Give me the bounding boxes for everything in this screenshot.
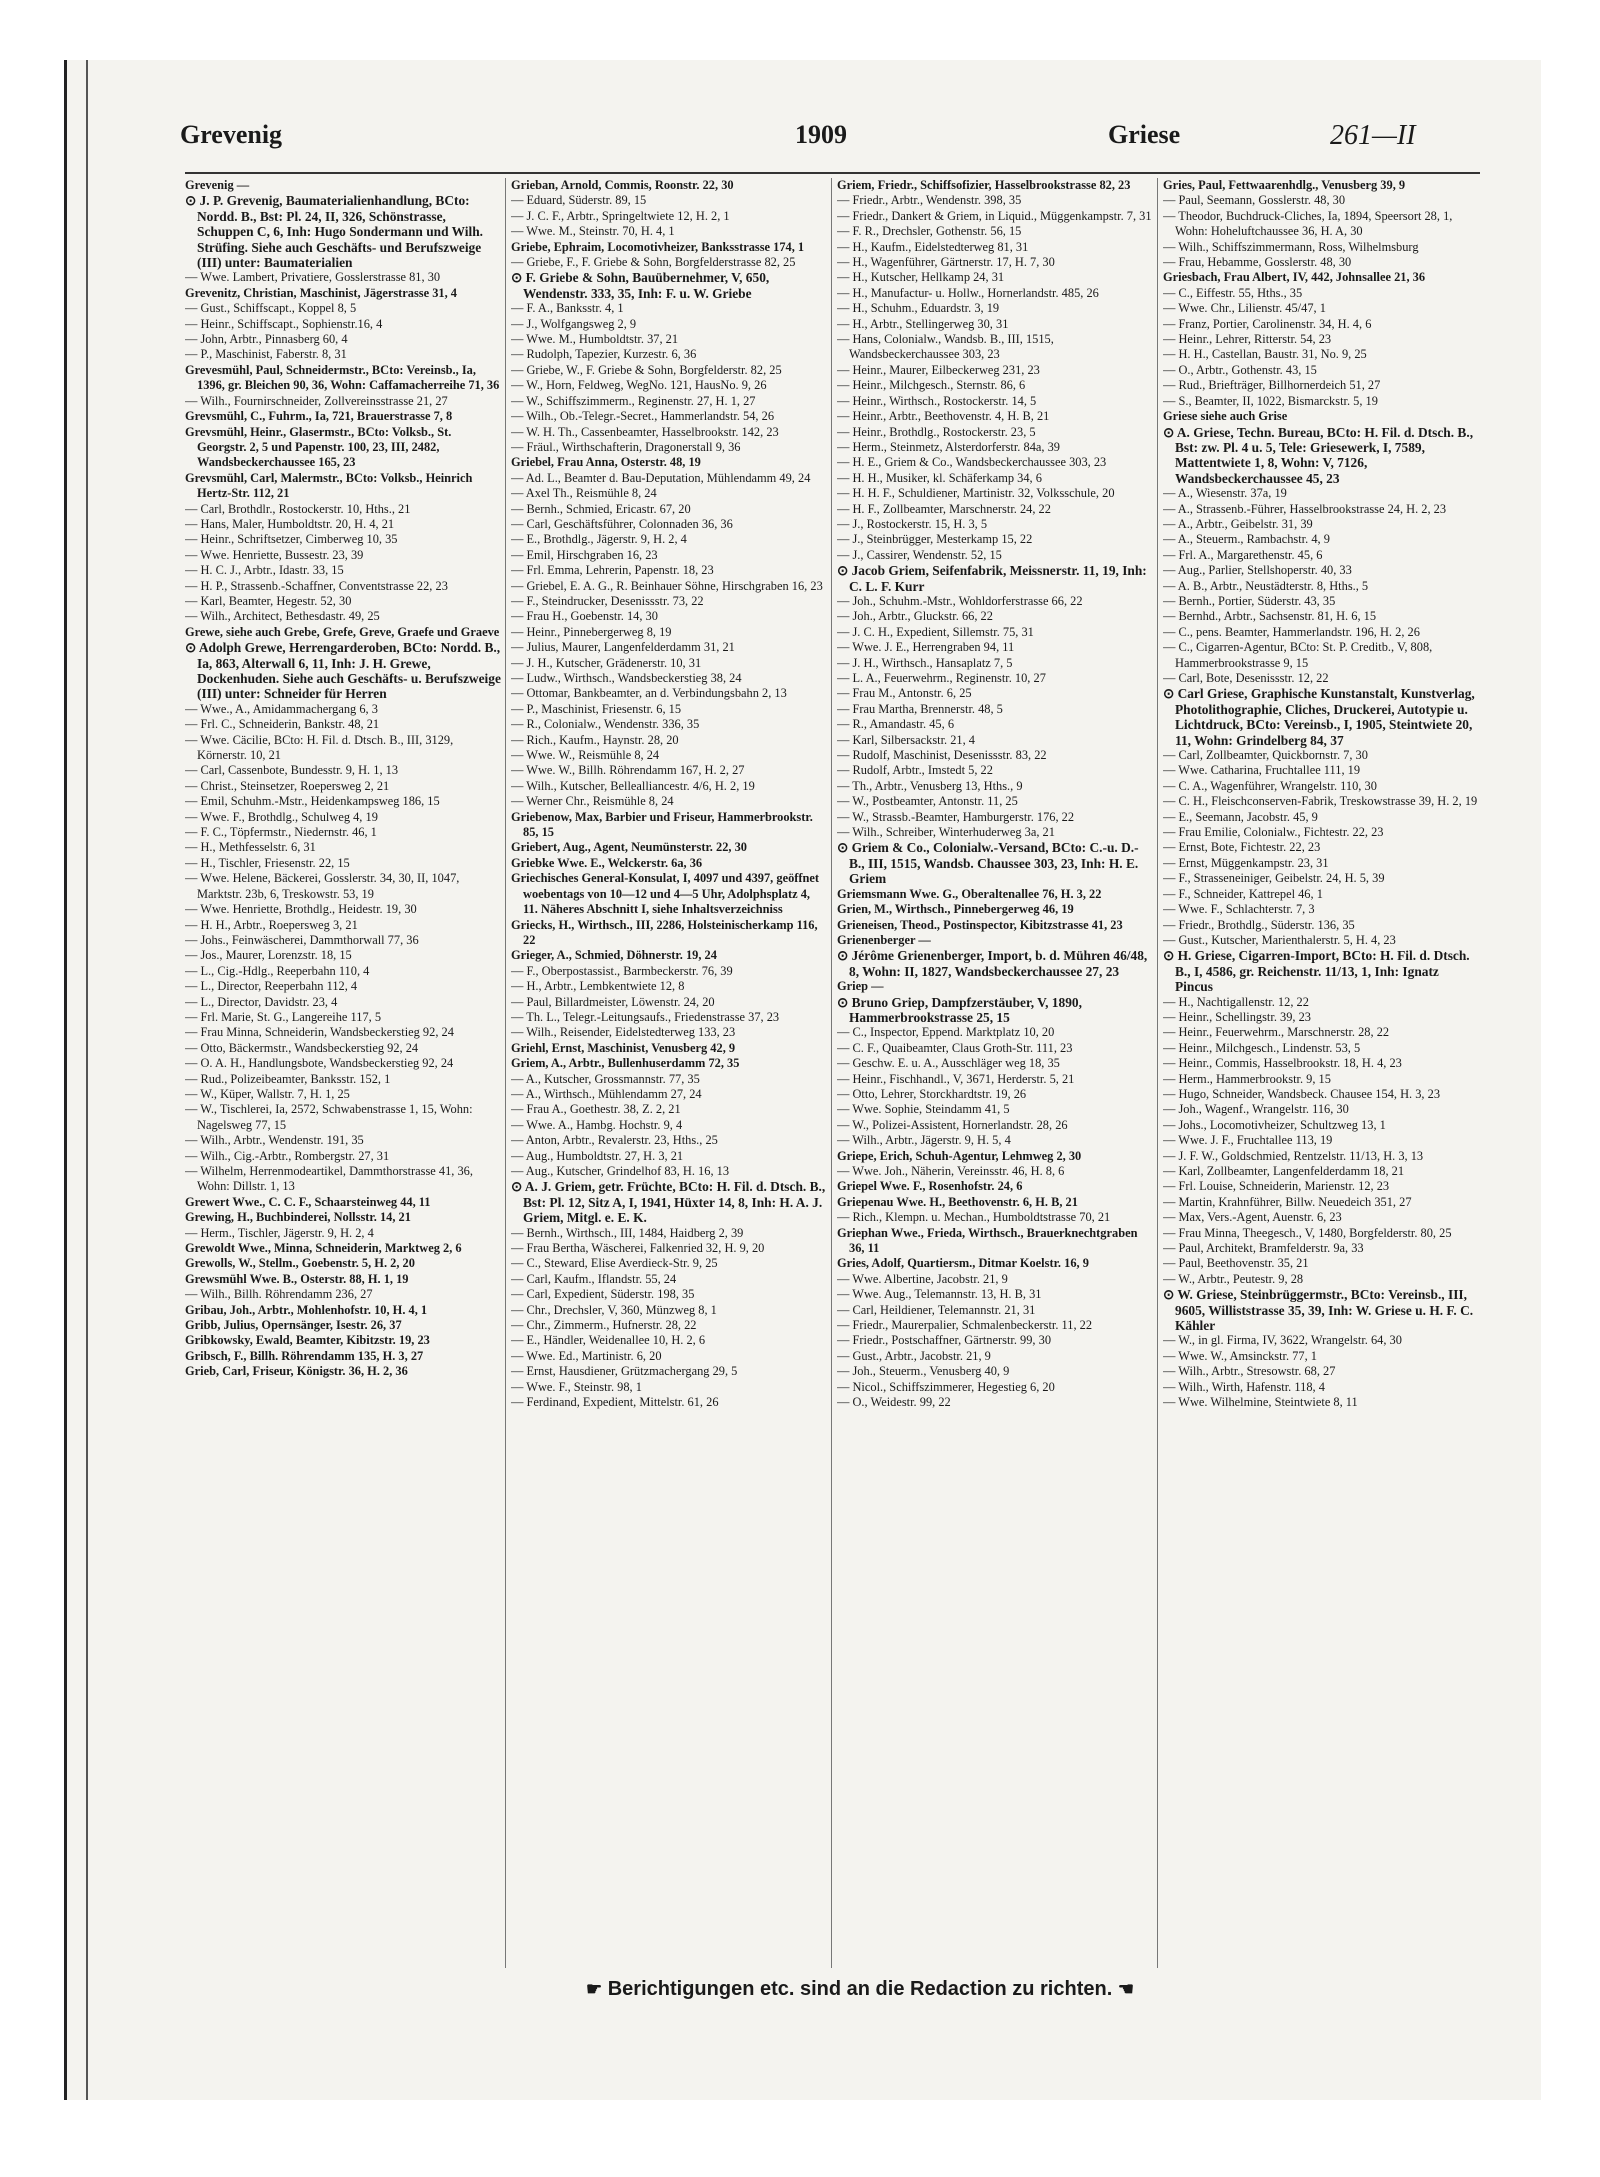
directory-entry: — Wwe. W., Amsinckstr. 77, 1 <box>1163 1348 1317 1363</box>
directory-entry: — Geschw. E. u. A., Ausschläger weg 18, 35 <box>837 1056 1060 1071</box>
directory-entry: — Wwe. W., Reismühle 8, 24 <box>511 748 660 763</box>
directory-entry: — Wilh., Architect, Bethesdastr. 49, 25 <box>185 609 380 624</box>
directory-entry: — Aug., Kutscher, Grindelhof 83, H. 16, 13 <box>511 1164 730 1178</box>
directory-entry: — O. A. H., Handlungsbote, Wandsbeckerstieg 92, 24 <box>185 1056 454 1071</box>
directory-entry: — Frau Bertha, Wäscherei, Falkenried 32, H. 9, 20 <box>511 1241 765 1256</box>
directory-entry: — Heinr., Feuerwehrm., Marschnerstr. 28, 22 <box>1163 1025 1390 1040</box>
directory-entry: ⊙ Bruno Griep, Dampfzerstäuber, V, 1890, Hammerbrookstrasse 25, 15 <box>837 994 1082 1025</box>
directory-entry: — C., Inspector, Eppend. Marktplatz 10, 20 <box>837 1025 1055 1040</box>
directory-entry: — H. H., Arbtr., Roepersweg 3, 21 <box>185 917 358 932</box>
directory-entry: — Heinr., Fischhandl., V, 3671, Herderstr. 5, 21 <box>837 1071 1075 1086</box>
directory-entry: — H., Arbtr., Stellingerweg 30, 31 <box>837 316 1009 331</box>
directory-entry: — H. E., Griem & Co., Wandsbeckerchaussee 303, 23 <box>837 455 1107 470</box>
directory-entry: — Th., Arbtr., Venusberg 13, Hths., 9 <box>837 778 1023 793</box>
directory-entry: — Rich., Kaufm., Haynstr. 28, 20 <box>511 732 679 747</box>
directory-entry: Grevsmühl, C., Fuhrm., Ia, 721, Brauerstrasse 7, 8 <box>185 409 453 424</box>
directory-entry: Grevenitz, Christian, Maschinist, Jägerstrasse 31, 4 <box>185 285 457 300</box>
directory-entry: — Fräul., Wirthschafterin, Dragonerstall 9, 36 <box>511 439 741 454</box>
directory-entry: — F., Schneider, Kattrepel 46, 1 <box>1163 886 1323 901</box>
directory-entry: — Wilh., Billh. Röhrendamm 236, 27 <box>185 1287 373 1302</box>
directory-entry: — C. F., Quaibeamter, Claus Groth-Str. 111, 23 <box>837 1040 1073 1055</box>
directory-entry: ⊙ J. P. Grevenig, Baumaterialienhandlung, BCto: Nordd. B., Bst: Pl. 24, II, 326, Schönstrasse, Schuppen C, 6, Inh: Hugo Sondermann und Wilh. Strüfing. Siehe auch Geschäfts- und Berufszweige (III) unter: Baumaterialien <box>185 193 484 271</box>
directory-entry: — Wwe. Chr., Lilienstr. 45/47, 1 <box>1163 301 1326 316</box>
directory-entry: Grien, M., Wirthsch., Pinnebergerweg 46, 19 <box>837 902 1074 917</box>
directory-entry: — Wwe. Albertine, Jacobstr. 21, 9 <box>837 1271 1008 1286</box>
column-divider <box>831 178 832 1968</box>
directory-entry: Grieban, Arnold, Commis, Roonstr. 22, 30 <box>511 178 734 192</box>
directory-entry: Griecks, H., Wirthsch., III, 2286, Holsteinischerkamp 116, 22 <box>511 917 818 947</box>
directory-entry: — Wilhelm, Herrenmodeartikel, Dammthorstrasse 41, 36, Wohn: Dillstr. 1, 13 <box>185 1164 473 1194</box>
directory-entry: — H. P., Strassenb.-Schaffner, Conventstrasse 22, 23 <box>185 578 448 593</box>
directory-entry: — Ottomar, Bankbeamter, an d. Verbindungsbahn 2, 13 <box>511 686 787 701</box>
directory-entry: Griebenow, Max, Barbier und Friseur, Hammerbrookstr. 85, 15 <box>511 809 813 840</box>
directory-entry: — Wwe. Catharina, Fruchtallee 111, 19 <box>1163 763 1361 778</box>
directory-entry: Griehl, Ernst, Maschinist, Venusberg 42, 9 <box>511 1040 736 1055</box>
header-year: 1909 <box>795 120 847 149</box>
directory-entry: — H. H., Castellan, Baustr. 31, No. 9, 25 <box>1163 347 1367 362</box>
directory-entry: — Griebe, F., F. Griebe & Sohn, Borgfelderstrasse 82, 25 <box>511 255 796 270</box>
directory-entry: — Herm., Steinmetz, Alsterdorferstr. 84a, 39 <box>837 439 1060 454</box>
directory-entry: — P., Maschinist, Friesenstr. 6, 15 <box>511 701 682 716</box>
directory-entry: — Griebe, W., F. Griebe & Sohn, Borgfelderstr. 82, 25 <box>511 362 782 377</box>
directory-entry: — Bernhd., Arbtr., Sachsenstr. 81, H. 6, 15 <box>1163 609 1377 624</box>
directory-entry: ⊙ F. Griebe & Sohn, Bauübernehmer, V, 650, Wendenstr. 333, 35, Inh: F. u. W. Griebe <box>511 270 770 301</box>
directory-entry: — Heinr., Commis, Hasselbrookstr. 18, H. 4, 23 <box>1163 1056 1402 1071</box>
directory-entry: — Gust., Schiffscapt., Koppel 8, 5 <box>185 301 357 316</box>
directory-entry: — Rich., Klempn. u. Mechan., Humboldtstrasse 70, 21 <box>837 1210 1111 1225</box>
directory-entry: — E., Seemann, Jacobstr. 45, 9 <box>1163 809 1318 824</box>
directory-entry: — Wilh., Reisender, Eidelstedterweg 133, 23 <box>511 1025 736 1040</box>
directory-entry: — Wwe. Ed., Martinistr. 6, 20 <box>511 1348 662 1363</box>
column-1 <box>185 178 501 1968</box>
directory-entry: Grewolls, W., Stellm., Goebenstr. 5, H. 2, 20 <box>185 1256 415 1271</box>
directory-entry: — H. H., Musiker, kl. Schäferkamp 34, 6 <box>837 470 1042 485</box>
directory-entry: — Heinr., Maurer, Eilbeckerweg 231, 23 <box>837 362 1040 377</box>
directory-entry: — Ferdinand, Expedient, Mittelstr. 61, 26 <box>511 1395 719 1410</box>
directory-entry: ⊙ H. Griese, Cigarren-Import, BCto: H. Fil. d. Dtsch. B., I, 4586, gr. Reichenstr. 11/13, 1, Inh: Ignatz Pincus <box>1163 948 1470 995</box>
directory-entry: Grewing, H., Buchbinderei, Nollsstr. 14, 21 <box>185 1210 411 1225</box>
directory-entry: — Max, Vers.-Agent, Auenstr. 6, 23 <box>1163 1210 1342 1225</box>
directory-entry: — Chr., Drechsler, V, 360, Münzweg 8, 1 <box>511 1302 717 1317</box>
directory-entry: — Frau Minna, Theegesch., V, 1480, Borgfelderstr. 80, 25 <box>1163 1225 1452 1240</box>
directory-entry: — Paul, Beethovenstr. 35, 21 <box>1163 1256 1309 1271</box>
directory-entry: — Gust., Kutscher, Marienthalerstr. 5, H. 4, 23 <box>1163 932 1396 947</box>
directory-entry: — Christ., Steinsetzer, Roepersweg 2, 21 <box>185 778 390 793</box>
directory-entry: — Jos., Maurer, Lorenzstr. 18, 15 <box>185 948 352 963</box>
directory-entry: — W. H. Th., Cassenbeamter, Hasselbrookstr. 142, 23 <box>511 424 779 439</box>
directory-entry: — F. A., Banksstr. 4, 1 <box>511 301 624 316</box>
directory-entry: — Hans, Maler, Humboldtstr. 20, H. 4, 21 <box>185 516 395 531</box>
directory-entry: — F. R., Drechsler, Gothenstr. 56, 15 <box>837 224 1022 239</box>
directory-entry: — H., Tischler, Friesenstr. 22, 15 <box>185 855 350 870</box>
directory-entry: — Werner Chr., Reismühle 8, 24 <box>511 794 674 809</box>
directory-entry: ⊙ A. J. Griem, getr. Früchte, BCto: H. Fil. d. Dtsch. B., Bst: Pl. 12, Sitz A, I, 1941, Hüxter 14, 8, Inh: H. A. J. Griem, Mitgl. e. E. K. <box>511 1179 826 1226</box>
directory-entry: — Bernh., Portier, Süderstr. 43, 35 <box>1163 593 1336 608</box>
directory-entry: — Wilh., Kutscher, Bellealliancestr. 4/6, H. 2, 19 <box>511 778 755 793</box>
pointing-hand-icon: ☛ <box>586 1979 603 2000</box>
directory-entry: — Joh., Wagenf., Wrangelstr. 116, 30 <box>1163 1102 1349 1117</box>
directory-entry: — P., Maschinist, Faberstr. 8, 31 <box>185 347 347 362</box>
header-rule <box>185 172 1480 174</box>
directory-entry: — Frau Emilie, Colonialw., Fichtestr. 22, 23 <box>1163 825 1384 840</box>
directory-entry: — Wilh., Schiffszimmermann, Ross, Wilhelmsburg <box>1163 239 1419 254</box>
directory-entry: Grevsmühl, Heinr., Glasermstr., BCto: Volksb., St. Georgstr. 2, 5 und Papenstr. 100, 23, III, 2482, Wandsbeckerchaussee 165, 23 <box>185 424 452 470</box>
directory-entry: — Bernh., Wirthsch., III, 1484, Haidberg 2, 39 <box>511 1225 744 1240</box>
directory-entry: Grewsmühl Wwe. B., Osterstr. 88, H. 1, 19 <box>185 1271 409 1286</box>
directory-entry: — Wwe., A., Amidammachergang 6, 3 <box>185 701 378 716</box>
directory-entry: — Franz, Portier, Carolinenstr. 34, H. 4, 6 <box>1163 316 1372 331</box>
directory-entry: — Wwe. F., Steinstr. 98, 1 <box>511 1379 642 1394</box>
directory-entry: — L., Cig.-Hdlg., Reeperbahn 110, 4 <box>185 963 370 978</box>
directory-entry: — Carl, Geschäftsführer, Colonnaden 36, 36 <box>511 516 733 531</box>
directory-entry: — Wwe. M., Steinstr. 70, H. 4, 1 <box>511 224 675 239</box>
directory-entry: ⊙ Jérôme Grienenberger, Import, b. d. Mühren 46/48, 8, Wohn: II, 1827, Wandsbeckerchaussee 27, 23 <box>837 948 1148 979</box>
directory-entry: — Frau H., Goebenstr. 14, 30 <box>511 609 658 624</box>
directory-entry: — C., Cigarren-Agentur, BCto: St. P. Creditb., V, 808, Hammerbrookstrasse 9, 15 <box>1163 640 1433 670</box>
directory-entry: — H., Arbtr., Lembkentwiete 12, 8 <box>511 979 685 994</box>
directory-entry: — W., in gl. Firma, IV, 3622, Wrangelstr. 64, 30 <box>1163 1333 1402 1348</box>
directory-entry: Griepenau Wwe. H., Beethovenstr. 6, H. B, 21 <box>837 1194 1078 1209</box>
directory-columns <box>185 178 1480 1968</box>
directory-entry: — A. B., Arbtr., Neustädterstr. 8, Hths., 5 <box>1163 578 1369 593</box>
directory-entry: — Friedr., Postschaffner, Gärtnerstr. 99, 30 <box>837 1333 1052 1348</box>
directory-entry: — H., Kaufm., Eidelstedterweg 81, 31 <box>837 239 1029 254</box>
directory-entry: — W., Strassb.-Beamter, Hamburgerstr. 176, 22 <box>837 809 1075 824</box>
directory-entry: — Wwe. Henriette, Brothdlg., Heidestr. 19, 30 <box>185 902 417 917</box>
directory-entry: — Carl, Bote, Desenissstr. 12, 22 <box>1163 671 1329 685</box>
directory-entry: — Frl. A., Margarethenstr. 45, 6 <box>1163 547 1323 562</box>
directory-entry: — Heinr., Arbtr., Beethovenstr. 4, H. B, 21 <box>837 409 1050 424</box>
directory-entry: — L., Director, Reeperbahn 112, 4 <box>185 979 358 994</box>
directory-entry: — Emil, Schuhm.-Mstr., Heidenkampsweg 186, 15 <box>185 794 440 809</box>
directory-entry: — S., Beamter, II, 1022, Bismarckstr. 5, 19 <box>1163 393 1378 408</box>
directory-entry: — Paul, Billardmeister, Löwenstr. 24, 20 <box>511 994 715 1009</box>
directory-entry: ⊙ Griem & Co., Colonialw.-Versand, BCto: C.-u. D.-B., III, 1515, Wandsb. Chaussee 303, 23, Inh: H. E. Griem <box>837 840 1139 887</box>
column-4 <box>1163 178 1479 1968</box>
directory-entry: — Bernh., Schmied, Ericastr. 67, 20 <box>511 501 691 516</box>
directory-entry: — Wilh., Arbtr., Stresowstr. 68, 27 <box>1163 1364 1336 1379</box>
directory-entry: Griepel Wwe. F., Rosenhofstr. 24, 6 <box>837 1179 1023 1194</box>
directory-entry: — Otto, Bäckermstr., Wandsbeckerstieg 92, 24 <box>185 1040 419 1055</box>
directory-entry: — Friedr., Arbtr., Wendenstr. 398, 35 <box>837 193 1022 208</box>
directory-entry: — Paul, Seemann, Gosslerstr. 48, 30 <box>1163 193 1346 208</box>
directory-entry: — Wwe. Cäcilie, BCto: H. Fil. d. Dtsch. B., III, 3129, Körnerstr. 10, 21 <box>185 732 454 763</box>
directory-entry: Griepe, Erich, Schuh-Agentur, Lehmweg 2, 30 <box>837 1148 1082 1163</box>
directory-entry: — Carl, Zollbeamter, Quickbornstr. 7, 30 <box>1163 748 1368 763</box>
directory-entry: — Heinr., Milchgesch., Sternstr. 86, 6 <box>837 378 1026 393</box>
directory-entry: — John, Arbtr., Pinnasberg 60, 4 <box>185 332 348 347</box>
directory-entry: Gries, Paul, Fettwaarenhdlg., Venusberg 39, 9 <box>1163 178 1406 192</box>
directory-entry: — Carl, Cassenbote, Bundesstr. 9, H. 1, 13 <box>185 763 399 778</box>
header-last-name: Griese <box>1108 120 1181 149</box>
directory-entry: — F., Steindrucker, Desenissstr. 73, 22 <box>511 593 704 608</box>
directory-entry: — J. H., Wirthsch., Hansaplatz 7, 5 <box>837 655 1013 670</box>
directory-entry: Griem, Friedr., Schiffsofizier, Hasselbrookstrasse 82, 23 <box>837 178 1131 192</box>
directory-entry: — Wwe. Lambert, Privatiere, Gosslerstrasse 81, 30 <box>185 270 441 285</box>
directory-entry: — J. H., Kutscher, Grädenerstr. 10, 31 <box>511 655 702 670</box>
directory-entry: Griemsmann Wwe. G., Oberaltenallee 76, H. 3, 22 <box>837 886 1102 901</box>
directory-entry: — Joh., Schuhm.-Mstr., Wohldorferstrasse 66, 22 <box>837 593 1083 608</box>
binding-rule <box>86 60 88 2100</box>
column-2 <box>511 178 827 1968</box>
directory-entry: Grieneisen, Theod., Postinspector, Kibitzstrasse 41, 23 <box>837 917 1123 932</box>
directory-entry: — Anton, Arbtr., Revalerstr. 23, Hths., 25 <box>511 1133 718 1148</box>
directory-entry: — C. A., Wagenführer, Wrangelstr. 110, 30 <box>1163 778 1377 793</box>
directory-entry: — W., Polizei-Assistent, Hornerlandstr. 28, 26 <box>837 1117 1068 1132</box>
directory-entry: — Martin, Krahnführer, Billw. Neuedeich 351, 27 <box>1163 1194 1412 1209</box>
directory-entry: — Frau Minna, Schneiderin, Wandsbeckerstieg 92, 24 <box>185 1025 454 1040</box>
directory-entry: — O., Weidestr. 99, 22 <box>837 1395 951 1410</box>
directory-entry: — Theodor, Buchdruck-Cliches, Ia, 1894, Speersort 28, 1, Wohn: Hoheluftchaussee 36, H. A, 30 <box>1163 208 1453 239</box>
directory-entry: — Aug., Humboldtstr. 27, H. 3, 21 <box>511 1148 684 1163</box>
directory-entry: — J., Cassirer, Wendenstr. 52, 15 <box>837 547 1002 562</box>
directory-entry: — H. H. F., Schuldiener, Martinistr. 32, Volksschule, 20 <box>837 486 1115 501</box>
directory-entry: — Carl, Kaufm., Iflandstr. 55, 24 <box>511 1271 677 1286</box>
directory-entry: — Rudolf, Arbtr., Imstedt 5, 22 <box>837 763 993 778</box>
directory-entry: — Heinr., Lehrer, Ritterstr. 54, 23 <box>1163 332 1332 347</box>
directory-entry: — Heinr., Milchgesch., Lindenstr. 53, 5 <box>1163 1040 1361 1055</box>
directory-entry: — Frl. Louise, Schneiderin, Marienstr. 12, 23 <box>1163 1179 1390 1194</box>
directory-entry: — W., Küper, Wallstr. 7, H. 1, 25 <box>185 1086 350 1101</box>
directory-entry: — Ernst, Müggenkampstr. 23, 31 <box>1163 855 1329 870</box>
header-first-name: Grevenig <box>180 120 283 149</box>
directory-entry: — Wwe. F., Schlachterstr. 7, 3 <box>1163 902 1315 917</box>
directory-entry: — H. F., Zollbeamter, Marschnerstr. 24, 22 <box>837 501 1051 516</box>
directory-entry: — Frau, Hebamme, Gosslerstr. 48, 30 <box>1163 255 1352 270</box>
directory-entry: — Aug., Parlier, Stellshoperstr. 40, 33 <box>1163 563 1352 578</box>
directory-entry: — Friedr., Brothdlg., Süderstr. 136, 35 <box>1163 917 1355 932</box>
directory-entry: Grewe, siehe auch Grebe, Grefe, Greve, Graefe und Graeve <box>185 624 500 639</box>
directory-entry: Griem, A., Arbtr., Bullenhuserdamm 72, 35 <box>511 1056 740 1071</box>
directory-entry: — Rudolph, Tapezier, Kurzestr. 6, 36 <box>511 347 697 362</box>
directory-entry: — Wwe. Henriette, Bussestr. 23, 39 <box>185 547 364 562</box>
directory-entry: — Wwe. J. F., Fruchtallee 113, 19 <box>1163 1133 1333 1148</box>
directory-entry: Gribsch, F., Billh. Röhrendamm 135, H. 3, 27 <box>185 1348 424 1363</box>
directory-entry: Grienenberger — <box>837 932 931 947</box>
directory-entry: — Wwe. F., Brothdlg., Schulweg 4, 19 <box>185 809 378 824</box>
directory-entry: — Rud., Briefträger, Billhornerdeich 51, 27 <box>1163 378 1381 393</box>
directory-entry: — Wilh., Ob.-Telegr.-Secret., Hammerlandstr. 54, 26 <box>511 409 775 424</box>
directory-entry: — A., Strassenb.-Führer, Hasselbrookstrasse 24, H. 2, 23 <box>1163 501 1447 516</box>
directory-entry: Griebe, Ephraim, Locomotivheizer, Banksstrasse 174, 1 <box>511 239 805 254</box>
directory-entry: — C., Eiffestr. 55, Hths., 35 <box>1163 285 1303 300</box>
directory-entry: — Wilh., Cig.-Arbtr., Rombergstr. 27, 31 <box>185 1148 390 1163</box>
directory-entry: — E., Brothdlg., Jägerstr. 9, H. 2, 4 <box>511 532 687 547</box>
directory-entry: — Frau A., Goethestr. 38, Z. 2, 21 <box>511 1102 681 1117</box>
directory-entry: — Heinr., Wirthsch., Rostockerstr. 14, 5 <box>837 393 1037 408</box>
directory-entry: — Heinr., Brothdlg., Rostockerstr. 23, 5 <box>837 424 1036 439</box>
directory-entry: — L. A., Feuerwehrm., Reginenstr. 10, 27 <box>837 671 1046 685</box>
directory-entry: — J., Steinbrügger, Mesterkamp 15, 22 <box>837 532 1033 547</box>
directory-entry: — Otto, Lehrer, Storckhardtstr. 19, 26 <box>837 1086 1027 1101</box>
directory-entry: ⊙ Jacob Griem, Seifenfabrik, Meissnerstr. 11, 19, Inh: C. L. F. Kurr <box>837 563 1147 594</box>
directory-entry: — Frl. C., Schneiderin, Bankstr. 48, 21 <box>185 717 380 732</box>
directory-entry: — F. C., Töpfermstr., Niedernstr. 46, 1 <box>185 825 377 840</box>
directory-entry: — Emil, Hirschgraben 16, 23 <box>511 547 658 562</box>
directory-entry: — Friedr., Maurerpalier, Schmalenbeckerstr. 11, 22 <box>837 1318 1093 1333</box>
directory-entry: — R., Amandastr. 45, 6 <box>837 717 955 732</box>
directory-entry: — Joh., Steuerm., Venusberg 40, 9 <box>837 1364 1010 1379</box>
directory-entry: Griebert, Aug., Agent, Neumünsterstr. 22, 30 <box>511 840 747 855</box>
directory-entry: Griebke Wwe. E., Welckerstr. 6a, 36 <box>511 855 703 870</box>
directory-entry: — Karl, Silbersackstr. 21, 4 <box>837 732 975 747</box>
directory-entry: — Wwe. M., Humboldtstr. 37, 21 <box>511 332 679 347</box>
directory-entry: — Heinr., Schriftsetzer, Cimberweg 10, 35 <box>185 532 398 547</box>
directory-entry: — J. F. W., Goldschmied, Rentzelstr. 11/13, H. 3, 13 <box>1163 1148 1424 1163</box>
page-header <box>170 120 1480 160</box>
directory-entry: — Friedr., Dankert & Griem, in Liquid., Müggenkampstr. 7, 31 <box>837 208 1152 223</box>
directory-entry: Griephan Wwe., Frieda, Wirthsch., Brauerknechtgraben 36, 11 <box>837 1225 1138 1256</box>
directory-entry: — Johs., Locomotivheizer, Schultzweg 13, 1 <box>1163 1117 1386 1132</box>
directory-entry: — W., Horn, Feldweg, WegNo. 121, HausNo. 9, 26 <box>511 378 767 393</box>
directory-entry: — C., Steward, Elise Averdieck-Str. 9, 25 <box>511 1256 718 1271</box>
directory-entry: Griechisches General-Konsulat, I, 4097 und 4397, geöffnet woebentags von 10—12 und 4—5 Uhr, Adolphsplatz 4, 11. Näheres Abschnitt I, siehe Inhaltsverzeichniss <box>511 871 820 917</box>
directory-entry: — Paul, Architekt, Bramfelderstr. 9a, 33 <box>1163 1241 1364 1256</box>
directory-entry: — Wwe. A., Hambg. Hochstr. 9, 4 <box>511 1117 683 1132</box>
column-3 <box>837 178 1153 1968</box>
directory-entry: Grevenig — <box>185 178 250 192</box>
header-page-number: 261—II <box>1330 120 1416 151</box>
directory-entry: — R., Colonialw., Wendenstr. 336, 35 <box>511 717 700 732</box>
directory-entry: — Ernst, Bote, Fichtestr. 22, 23 <box>1163 840 1321 855</box>
directory-entry: ⊙ Adolph Grewe, Herrengarderoben, BCto: Nordd. B., Ia, 863, Alterwall 6, 11, Inh: J. H. Grewe, Dockenhuden. Siehe auch Geschäfts- u. Berufszweige (III) unter: Schneider für Herren <box>185 640 501 702</box>
directory-entry: Grewert Wwe., C. C. F., Schaarsteinweg 44, 11 <box>185 1194 431 1209</box>
directory-entry: — H., Wagenführer, Gärtnerstr. 17, H. 7, 30 <box>837 255 1055 270</box>
directory-entry: Gribau, Joh., Arbtr., Mohlenhofstr. 10, H. 4, 1 <box>185 1302 428 1317</box>
directory-entry: — H., Nachtigallenstr. 12, 22 <box>1163 994 1309 1009</box>
directory-entry: — Ernst, Hausdiener, Grützmachergang 29, 5 <box>511 1364 738 1379</box>
directory-entry: — Frl. Emma, Lehrerin, Papenstr. 18, 23 <box>511 563 714 578</box>
directory-entry: — A., Steuerm., Rambachstr. 4, 9 <box>1163 532 1330 547</box>
directory-entry: — Frau Martha, Brennerstr. 48, 5 <box>837 701 1003 716</box>
directory-entry: — Carl, Heildiener, Telemannstr. 21, 31 <box>837 1302 1036 1317</box>
directory-entry: — Heinr., Pinnebergerweg 8, 19 <box>511 624 672 639</box>
directory-entry: — H. C. J., Arbtr., Idastr. 33, 15 <box>185 563 344 578</box>
directory-entry: — A., Wirthsch., Mühlendamm 27, 24 <box>511 1086 702 1101</box>
directory-entry: — A., Wiesenstr. 37a, 19 <box>1163 486 1287 501</box>
directory-entry: — H., Schuhm., Eduardstr. 3, 19 <box>837 301 1000 316</box>
directory-entry: Grevesmühl, Paul, Schneidermstr., BCto: Vereinsb., Ia, 1396, gr. Bleichen 90, 36, Wohn: Caffamacherreihe 71, 36 <box>185 362 500 393</box>
directory-entry: — W., Schiffszimmerm., Reginenstr. 27, H. 1, 27 <box>511 393 756 408</box>
directory-entry: Gries, Adolf, Quartiersm., Ditmar Koelstr. 16, 9 <box>837 1256 1089 1271</box>
directory-entry: Griep — <box>837 979 884 994</box>
directory-entry: — Johs., Feinwäscherei, Dammthorwall 77, 36 <box>185 932 419 947</box>
directory-entry: — Herm., Hammerbrookstr. 9, 15 <box>1163 1071 1331 1086</box>
directory-entry: — Karl, Beamter, Hegestr. 52, 30 <box>185 593 352 608</box>
directory-entry: — Carl, Expedient, Süderstr. 198, 35 <box>511 1287 695 1302</box>
directory-entry: ⊙ A. Griese, Techn. Bureau, BCto: H. Fil. d. Dtsch. B., Bst: zw. Pl. 4 u. 5, Tele: Griesewerk, I, 7589, Mattentwiete 1, 8, Wohn: V, 7126, Wandsbeckerchaussee 45, 23 <box>1163 424 1474 486</box>
directory-entry: — Wwe. Wilhelmine, Steintwiete 8, 11 <box>1163 1395 1358 1410</box>
directory-entry: Griese siehe auch Grise <box>1163 409 1288 424</box>
directory-entry: — H., Kutscher, Hellkamp 24, 31 <box>837 270 1005 285</box>
directory-entry: — Frl. Marie, St. G., Langereihe 117, 5 <box>185 1009 382 1024</box>
directory-entry: — Wwe. W., Billh. Röhrendamm 167, H. 2, 27 <box>511 763 745 778</box>
directory-entry: Gribkowsky, Ewald, Beamter, Kibitzstr. 19, 23 <box>185 1333 430 1348</box>
directory-entry: — Heinr., Schellingstr. 39, 23 <box>1163 1009 1311 1024</box>
directory-entry: — J., Rostockerstr. 15, H. 3, 5 <box>837 516 988 531</box>
directory-entry: — Karl, Zollbeamter, Langenfelderdamm 18, 21 <box>1163 1164 1405 1178</box>
directory-entry: Griesbach, Frau Albert, IV, 442, Johnsallee 21, 36 <box>1163 270 1426 285</box>
directory-entry: — Wilh., Schreiber, Winterhuderweg 3a, 21 <box>837 825 1055 840</box>
directory-entry: — Wilh., Wirth, Hafenstr. 118, 4 <box>1163 1379 1325 1394</box>
directory-entry: — H., Methfesselstr. 6, 31 <box>185 840 316 855</box>
directory-entry: — W., Postbeamter, Antonstr. 11, 25 <box>837 794 1018 809</box>
directory-entry: — Carl, Brothdlr., Rostockerstr. 10, Hths., 21 <box>185 501 411 516</box>
directory-entry: — Wwe. Aug., Telemannstr. 13, H. B, 31 <box>837 1287 1042 1302</box>
column-divider <box>505 178 506 1968</box>
directory-entry: — L., Director, Davidstr. 23, 4 <box>185 994 338 1009</box>
directory-entry: — Chr., Zimmerm., Hufnerstr. 28, 22 <box>511 1318 697 1333</box>
directory-entry: — Rud., Polizeibeamter, Banksstr. 152, 1 <box>185 1071 391 1086</box>
directory-entry: — W., Tischlerei, Ia, 2572, Schwabenstrasse 1, 15, Wohn: Nagelsweg 77, 15 <box>185 1102 473 1132</box>
column-divider <box>1157 178 1158 1968</box>
directory-entry: Grevsmühl, Carl, Malermstr., BCto: Volksb., Heinrich Hertz-Str. 112, 21 <box>185 470 473 501</box>
directory-entry: Gribb, Julius, Opernsänger, Isestr. 26, 37 <box>185 1318 402 1333</box>
directory-entry: — Heinr., Schiffscapt., Sophienstr.16, 4 <box>185 316 383 331</box>
directory-entry: — Wwe. Helene, Bäckerei, Gosslerstr. 34, 30, II, 1047, Marktstr. 23b, 6, Treskowstr. 53, 19 <box>185 871 460 901</box>
page-footer <box>480 1978 1240 2002</box>
directory-entry: — Wilh., Arbtr., Wendenstr. 191, 35 <box>185 1133 364 1148</box>
directory-entry: — J. C. F., Arbtr., Springeltwiete 12, H. 2, 1 <box>511 208 730 223</box>
directory-entry: — Axel Th., Reismühle 8, 24 <box>511 486 657 501</box>
directory-entry: — Wilh., Arbtr., Jägerstr. 9, H. 5, 4 <box>837 1133 1011 1148</box>
directory-entry: — E., Händler, Weidenallee 10, H. 2, 6 <box>511 1333 706 1348</box>
directory-entry: Griebel, Frau Anna, Osterstr. 48, 19 <box>511 455 701 470</box>
directory-entry: — C. H., Fleischconserven-Fabrik, Treskowstrasse 39, H. 2, 19 <box>1163 794 1478 809</box>
directory-entry: — Eduard, Süderstr. 89, 15 <box>511 193 647 208</box>
directory-entry: — Herm., Tischler, Jägerstr. 9, H. 2, 4 <box>185 1225 374 1240</box>
directory-entry: — Wwe. J. E., Herrengraben 94, 11 <box>837 640 1015 655</box>
directory-entry: — J. C. H., Expedient, Sillemstr. 75, 31 <box>837 624 1034 639</box>
directory-entry: — Griebel, E. A. G., R. Beinhauer Söhne, Hirschgraben 16, 23 <box>511 578 823 593</box>
pointing-hand-icon: ☚ <box>1117 1979 1134 2000</box>
directory-entry: — Gust., Arbtr., Jacobstr. 21, 9 <box>837 1348 991 1363</box>
directory-entry: — Julius, Maurer, Langenfelderdamm 31, 21 <box>511 640 735 655</box>
directory-entry: — Frau M., Antonstr. 6, 25 <box>837 686 972 701</box>
directory-entry: — Nicol., Schiffszimmerer, Hegestieg 6, 20 <box>837 1379 1055 1394</box>
directory-entry: — J., Wolfgangsweg 2, 9 <box>511 316 637 331</box>
directory-entry: — Wwe. Sophie, Steindamm 41, 5 <box>837 1102 1010 1117</box>
directory-entry: — W., Arbtr., Peutestr. 9, 28 <box>1163 1271 1304 1286</box>
directory-entry: — F., Strasseneiniger, Geibelstr. 24, H. 5, 39 <box>1163 871 1385 886</box>
directory-entry: — A., Kutscher, Grossmannstr. 77, 35 <box>511 1071 700 1086</box>
directory-entry: — C., pens. Beamter, Hammerlandstr. 196, H. 2, 26 <box>1163 624 1420 639</box>
directory-entry: — H., Manufactur- u. Hollw., Hornerlandstr. 485, 26 <box>837 285 1099 300</box>
directory-entry: — Rudolf, Maschinist, Desenissstr. 83, 22 <box>837 748 1047 763</box>
directory-entry: — Wwe. Joh., Näherin, Vereinsstr. 46, H. 8, 6 <box>837 1164 1065 1178</box>
directory-entry: — O., Arbtr., Gothenstr. 43, 15 <box>1163 362 1317 377</box>
directory-entry: — Hans, Colonialw., Wandsb. B., III, 1515, Wandsbeckerchaussee 303, 23 <box>837 332 1054 362</box>
directory-entry: — A., Arbtr., Geibelstr. 31, 39 <box>1163 516 1313 531</box>
directory-entry: Grewoldt Wwe., Minna, Schneiderin, Marktweg 2, 6 <box>185 1241 462 1256</box>
directory-entry: — Ad. L., Beamter d. Bau-Deputation, Mühlendamm 49, 24 <box>511 470 811 485</box>
footer-note: Berichtigungen etc. sind an die Redaction zu richten. <box>607 1978 1113 2000</box>
directory-entry: ⊙ W. Griese, Steinbrüggermstr., BCto: Vereinsb., III, 9605, Williststrasse 35, 39, Inh: W. Griese u. H. F. C. Kähler <box>1163 1287 1474 1334</box>
directory-entry: ⊙ Carl Griese, Graphische Kunstanstalt, Kunstverlag, Photolithographie, Cliches, Druckerei, Autotypie u. Lichtdruck, BCto: Vereinsb., I, 1905, Steintwiete 20, 11, Wohn: Grindelberg 84, 37 <box>1163 686 1475 748</box>
directory-entry: — Ludw., Wirthsch., Wandsbeckerstieg 38, 24 <box>511 671 742 685</box>
directory-entry: — Th. L., Telegr.-Leitungsaufs., Friedenstrasse 37, 23 <box>511 1009 780 1024</box>
directory-entry: Grieb, Carl, Friseur, Königstr. 36, H. 2, 36 <box>185 1364 408 1379</box>
directory-entry: — F., Oberpostassist., Barmbeckerstr. 76, 39 <box>511 963 733 978</box>
directory-entry: — Wilh., Fournirschneider, Zollvereinsstrasse 21, 27 <box>185 393 448 408</box>
directory-entry: — Joh., Arbtr., Gluckstr. 66, 22 <box>837 609 993 624</box>
directory-entry: — Hugo, Schneider, Wandsbeck. Chausee 154, H. 3, 23 <box>1163 1086 1441 1101</box>
directory-entry: Grieger, A., Schmied, Döhnerstr. 19, 24 <box>511 948 717 963</box>
